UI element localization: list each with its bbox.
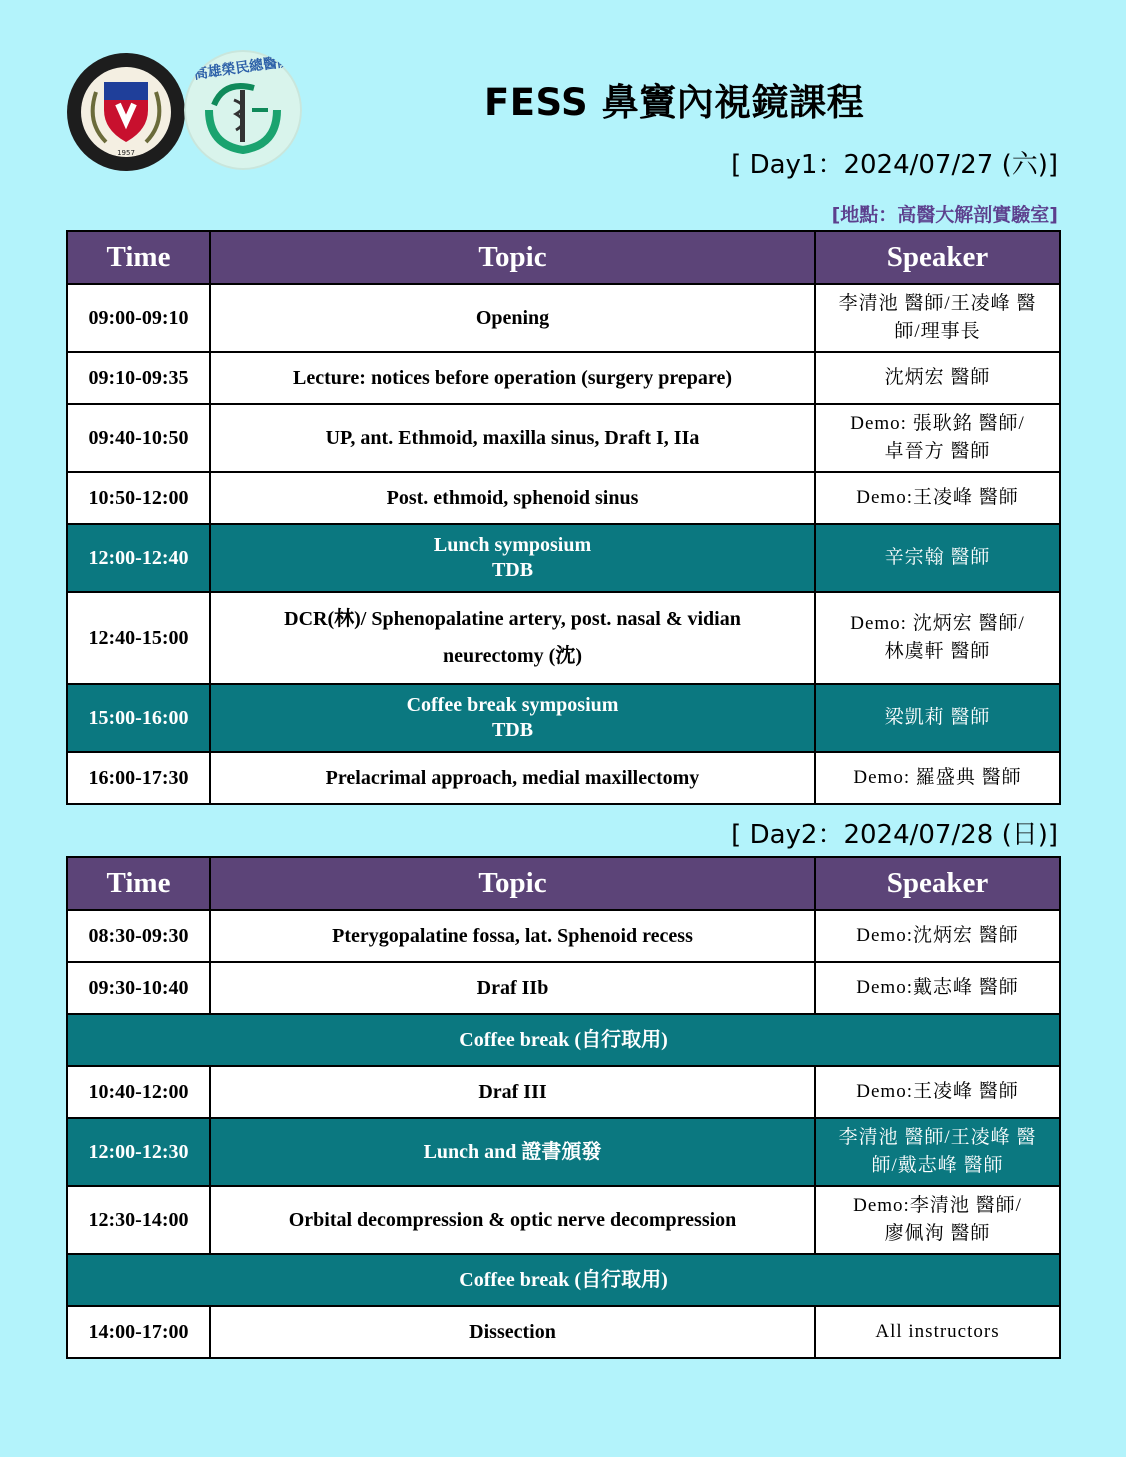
topic-line: TDB bbox=[491, 719, 534, 741]
time-cell: 08:30-09:30 bbox=[67, 910, 210, 962]
break-row-label: Coffee break (自行取用) bbox=[67, 1014, 1060, 1066]
speaker-cell bbox=[815, 1186, 1060, 1254]
topic-line: Lecture: notices before operation (surgery prepare) bbox=[293, 366, 732, 389]
speaker-cell bbox=[815, 472, 1060, 524]
speaker-cell bbox=[815, 910, 1060, 962]
speaker-line: Demo:沈炳宏 醫師 bbox=[856, 924, 1019, 946]
table-row bbox=[67, 472, 1060, 524]
time-cell: 16:00-17:30 bbox=[67, 752, 210, 804]
topic-line: Opening bbox=[475, 306, 550, 329]
day1-date: [ Day1：2024/07/27 (六)] bbox=[731, 150, 1058, 180]
topic-cell bbox=[210, 1118, 815, 1186]
topic-line: Dissection bbox=[469, 1320, 556, 1343]
speaker-cell bbox=[815, 684, 1060, 752]
table-row bbox=[67, 284, 1060, 352]
topic-cell bbox=[210, 524, 815, 592]
topic-cell bbox=[210, 1306, 815, 1358]
table-row bbox=[67, 352, 1060, 404]
time-cell: 09:30-10:40 bbox=[67, 962, 210, 1014]
speaker-line: Demo:李清池 醫師/ bbox=[853, 1194, 1022, 1216]
speaker-line: 梁凱莉 醫師 bbox=[884, 706, 991, 728]
table-row bbox=[67, 1066, 1060, 1118]
speaker-line: 卓晉方 醫師 bbox=[884, 441, 991, 462]
vghks-logo bbox=[184, 50, 302, 170]
time-cell: 10:50-12:00 bbox=[67, 472, 210, 524]
col-header-topic: Topic bbox=[210, 231, 815, 284]
speaker-line: 師/戴志峰 醫師 bbox=[871, 1155, 1004, 1176]
topic-line: Post. ethmoid, sphenoid sinus bbox=[386, 486, 639, 509]
topic-line: Draf IIb bbox=[476, 976, 549, 999]
table-row bbox=[67, 684, 1060, 752]
time-cell: 15:00-16:00 bbox=[67, 684, 210, 752]
speaker-line: 辛宗翰 醫師 bbox=[884, 546, 991, 568]
table-row bbox=[67, 1254, 1060, 1306]
topic-cell bbox=[210, 1186, 815, 1254]
table-header-row bbox=[67, 857, 1060, 910]
col-header-topic: Topic bbox=[210, 857, 815, 910]
speaker-line: 沈炳宏 醫師 bbox=[884, 366, 991, 388]
speaker-line: Demo: 羅盛典 醫師 bbox=[853, 766, 1022, 788]
col-header-speaker: Speaker bbox=[815, 231, 1060, 284]
svg-text:高雄榮民總醫院: 高雄榮民總醫院 bbox=[192, 53, 293, 83]
speaker-line: Demo:王凌峰 醫師 bbox=[856, 486, 1019, 508]
speaker-line: 廖佩洵 醫師 bbox=[884, 1223, 991, 1244]
speaker-cell bbox=[815, 352, 1060, 404]
topic-line: TDB bbox=[491, 559, 534, 581]
topic-line: neurectomy (沈) bbox=[442, 645, 583, 667]
topic-cell bbox=[210, 352, 815, 404]
table-row bbox=[67, 752, 1060, 804]
time-cell: 12:00-12:40 bbox=[67, 524, 210, 592]
col-header-time: Time bbox=[67, 857, 210, 910]
time-cell: 09:10-09:35 bbox=[67, 352, 210, 404]
day2-date: [ Day2：2024/07/28 (日)] bbox=[731, 820, 1058, 850]
col-header-speaker: Speaker bbox=[815, 857, 1060, 910]
table-row bbox=[67, 910, 1060, 962]
day2-schedule-table bbox=[66, 856, 1061, 1359]
topic-cell bbox=[210, 404, 815, 472]
table-row bbox=[67, 1186, 1060, 1254]
topic-cell bbox=[210, 1066, 815, 1118]
speaker-cell bbox=[815, 1118, 1060, 1186]
topic-cell bbox=[210, 752, 815, 804]
table-row bbox=[67, 524, 1060, 592]
speaker-cell bbox=[815, 752, 1060, 804]
speaker-cell bbox=[815, 404, 1060, 472]
topic-line: Prelacrimal approach, medial maxillectomy bbox=[325, 766, 700, 789]
topic-line: UP, ant. Ethmoid, maxilla sinus, Draft I, IIa bbox=[325, 426, 700, 449]
speaker-cell bbox=[815, 1306, 1060, 1358]
topic-cell bbox=[210, 592, 815, 684]
time-cell: 09:40-10:50 bbox=[67, 404, 210, 472]
table-row bbox=[67, 592, 1060, 684]
speaker-line: 李清池 醫師/王凌峰 醫 bbox=[838, 292, 1037, 314]
speaker-line: 林虞軒 醫師 bbox=[884, 641, 991, 662]
table-row bbox=[67, 1306, 1060, 1358]
speaker-line: Demo: 沈炳宏 醫師/ bbox=[850, 612, 1025, 634]
topic-line: Lunch and 證書頒發 bbox=[423, 1140, 602, 1163]
topic-cell bbox=[210, 472, 815, 524]
time-cell: 14:00-17:00 bbox=[67, 1306, 210, 1358]
speaker-line: 李清池 醫師/王凌峰 醫 bbox=[838, 1126, 1037, 1148]
speaker-cell bbox=[815, 592, 1060, 684]
table-row bbox=[67, 1014, 1060, 1066]
speaker-cell bbox=[815, 962, 1060, 1014]
topic-line: DCR(林)/ Sphenopalatine artery, post. nasal & vidian bbox=[284, 608, 741, 630]
time-cell: 12:40-15:00 bbox=[67, 592, 210, 684]
page-title: FESS 鼻竇內視鏡課程 bbox=[484, 81, 865, 124]
break-row-label: Coffee break (自行取用) bbox=[67, 1254, 1060, 1306]
speaker-cell bbox=[815, 284, 1060, 352]
topic-cell bbox=[210, 910, 815, 962]
topic-cell bbox=[210, 284, 815, 352]
speaker-line: Demo: 張耿銘 醫師/ bbox=[850, 412, 1025, 434]
time-cell: 12:00-12:30 bbox=[67, 1118, 210, 1186]
day1-schedule-table bbox=[66, 230, 1061, 805]
topic-line: Pterygopalatine fossa, lat. Sphenoid recess bbox=[332, 924, 693, 947]
speaker-line: 師/理事長 bbox=[894, 321, 981, 342]
table-row bbox=[67, 404, 1060, 472]
time-cell: 10:40-12:00 bbox=[67, 1066, 210, 1118]
kmuh-logo bbox=[66, 52, 186, 172]
topic-line: Orbital decompression & optic nerve decompression bbox=[288, 1208, 737, 1231]
time-cell: 12:30-14:00 bbox=[67, 1186, 210, 1254]
table-row bbox=[67, 1118, 1060, 1186]
topic-line: Draf III bbox=[478, 1080, 547, 1103]
svg-text:1957: 1957 bbox=[117, 149, 135, 157]
location-label: [地點：高醫大解剖實驗室] bbox=[831, 204, 1058, 226]
topic-cell bbox=[210, 962, 815, 1014]
topic-cell bbox=[210, 684, 815, 752]
topic-line: Lunch symposium bbox=[433, 534, 592, 556]
speaker-cell bbox=[815, 524, 1060, 592]
time-cell: 09:00-09:10 bbox=[67, 284, 210, 352]
speaker-cell bbox=[815, 1066, 1060, 1118]
speaker-line: Demo:戴志峰 醫師 bbox=[856, 976, 1019, 998]
speaker-line: All instructors bbox=[875, 1320, 1000, 1342]
speaker-line: Demo:王凌峰 醫師 bbox=[856, 1080, 1019, 1102]
table-header-row bbox=[67, 231, 1060, 284]
col-header-time: Time bbox=[67, 231, 210, 284]
topic-line: Coffee break symposium bbox=[406, 694, 619, 716]
table-row bbox=[67, 962, 1060, 1014]
